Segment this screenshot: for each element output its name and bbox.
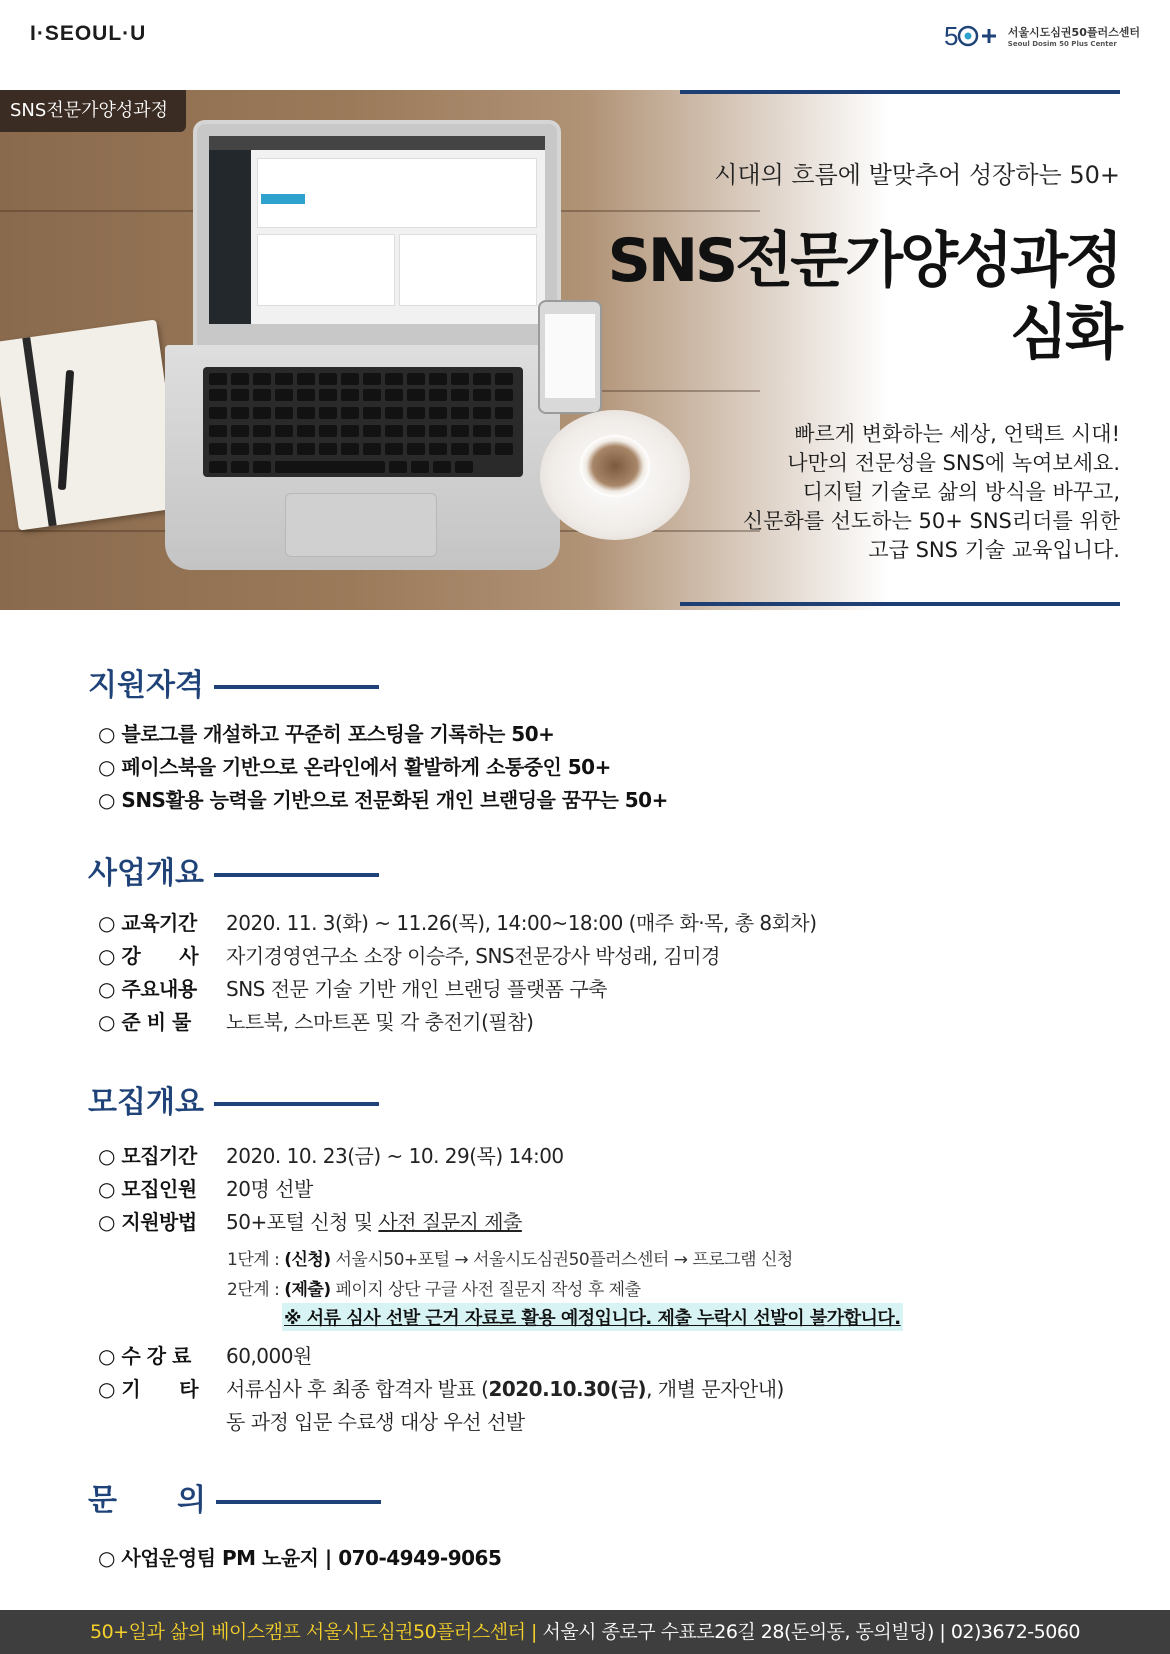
method-underlined: 사전 질문지 제출 [378, 1210, 522, 1234]
row-value [226, 1206, 522, 1235]
step-1 [227, 1245, 793, 1270]
row-value: 자기경영연구소 소장 이승주, SNS전문강사 박성래, 김미경 [226, 944, 720, 968]
qualification-heading [88, 660, 379, 704]
method-text: 50+포털 신청 및 [226, 1210, 373, 1234]
section-title-rule [216, 1500, 381, 1504]
hero-rule-top [680, 90, 1120, 94]
row-value: 동 과정 입문 수료생 대상 우선 선발 [226, 1410, 525, 1434]
center-name-en: Seoul Dosim 50 Plus Center [1007, 40, 1117, 48]
etc-text: , 개별 문자안내) [646, 1377, 784, 1401]
row-value: 60,000원 [226, 1344, 312, 1368]
row-label: ○ 주요내용 [98, 977, 197, 1001]
hero-banner [0, 90, 1170, 610]
section-title-rule [214, 1102, 379, 1106]
seoul-logo: I·SEOUL·U [30, 22, 147, 45]
qualification-item: ○ 페이스북을 기반으로 온라인에서 활발하게 소통중인 50+ [98, 755, 611, 779]
row-value: 20명 선발 [226, 1177, 313, 1201]
step-text: 페이지 상단 구글 사전 질문지 작성 후 제출 [335, 1280, 641, 1300]
footer-bar [0, 1610, 1170, 1654]
etc-date: 2020.10.30(금) [488, 1377, 647, 1401]
notebook-image [0, 319, 182, 530]
step-label: 2단계 : [227, 1280, 280, 1300]
step-text: 서울시50+포털 → 서울시도심권50플러스센터 → 프로그램 신청 [335, 1250, 793, 1270]
row-value: 2020. 11. 3(화) ~ 11.26(목), 14:00~18:00 (매주 화·목, 총 8회차) [226, 911, 817, 935]
section-title-rule [214, 873, 379, 877]
footer-address: 서울시 종로구 수표로26길 28(돈의동, 동의빌딩) | 02)3672-5060 [536, 1621, 1080, 1643]
center-name-ko: 서울시도심권50플러스센터 [1007, 26, 1140, 39]
recruit-row-etc [98, 1373, 784, 1402]
section-title: 지원자격 [88, 668, 204, 703]
hero-desc-line: 고급 SNS 기술 교육입니다. [868, 538, 1120, 562]
recruit-heading [88, 1077, 379, 1121]
recruit-row-count [98, 1173, 313, 1202]
row-value [226, 1373, 784, 1402]
row-label: ○ 모집인원 [98, 1177, 197, 1201]
recruit-row-etc-2 [226, 1406, 525, 1435]
hero-desc-line: 빠르게 변화하는 세상, 언택트 시대! [794, 422, 1120, 446]
fifty-plus-logo-icon [944, 18, 1000, 54]
row-label: ○ 지원방법 [98, 1210, 197, 1234]
hero-subtitle: 시대의 흐름에 발맞추어 성장하는 50+ [714, 161, 1120, 189]
section-title: 모집개요 [88, 1085, 204, 1120]
qualification-item: ○ 블로그를 개설하고 꾸준히 포스팅을 기록하는 50+ [98, 722, 555, 746]
recruit-row-method [98, 1206, 522, 1235]
step-2 [227, 1275, 641, 1300]
section-title-rule [214, 685, 379, 689]
recruit-row-fee [98, 1340, 312, 1369]
step-bold: (신청) [284, 1250, 331, 1270]
course-ribbon: SNS전문가양성과정 [0, 90, 186, 132]
hero-description [743, 420, 1120, 565]
overview-row-supplies [98, 1006, 533, 1035]
contact-item: ○ 사업운영팀 PM 노윤지 | 070-4949-9065 [98, 1546, 502, 1570]
row-label: ○ 수 강 료 [98, 1344, 191, 1368]
overview-row-instructor [98, 940, 720, 969]
hero-title-line1: SNS전문가양성과정 [607, 226, 1120, 296]
contact-heading [88, 1475, 381, 1519]
hero-desc-line: 나만의 전문성을 SNS에 녹여보세요. [787, 451, 1120, 475]
row-label: ○ 기 타 [98, 1377, 199, 1401]
hero-desc-line: 디지털 기술로 삶의 방식을 바꾸고, [802, 480, 1120, 504]
row-label: ○ 모집기간 [98, 1144, 197, 1168]
hero-rule-bottom [680, 602, 1120, 606]
footer-center-name: 50+일과 삶의 베이스캠프 서울시도심권50플러스센터 | [90, 1621, 537, 1643]
recruit-row-period [98, 1140, 564, 1169]
overview-row-period [98, 907, 817, 936]
row-value: SNS 전문 기술 기반 개인 브랜딩 플랫폼 구축 [226, 977, 607, 1001]
row-label: ○ 강 사 [98, 944, 199, 968]
overview-heading [88, 848, 379, 892]
etc-text: 서류심사 후 최종 합격자 발표 ( [226, 1377, 489, 1401]
row-label: ○ 준 비 물 [98, 1010, 191, 1034]
smartphone-image [538, 300, 602, 414]
overview-row-content [98, 973, 607, 1002]
hero-desc-line: 신문화를 선도하는 50+ SNS리더를 위한 [742, 509, 1120, 533]
row-value: 2020. 10. 23(금) ~ 10. 29(목) 14:00 [226, 1144, 564, 1168]
section-title: 사업개요 [88, 856, 204, 891]
laptop-image [193, 120, 561, 353]
top-header [0, 0, 1170, 80]
hero-title [608, 225, 1120, 369]
row-label: ○ 교육기간 [98, 911, 197, 935]
laptop-keyboard-image [165, 345, 560, 570]
svg-text:5: 5 [943, 21, 959, 51]
notice-highlight: ※ 서류 심사 선발 근거 자료로 활용 예정입니다. 제출 누락시 선발이 불가합니다. [282, 1303, 903, 1331]
qualification-item: ○ SNS활용 능력을 기반으로 전문화된 개인 브랜딩을 꿈꾸는 50+ [98, 788, 668, 812]
step-label: 1단계 : [227, 1250, 280, 1270]
center-logo [944, 18, 1140, 54]
hero-title-line2: 심화 [1010, 298, 1120, 368]
row-value: 노트북, 스마트폰 및 각 충전기(필참) [226, 1010, 534, 1034]
coffee-cup-image [580, 435, 650, 497]
section-title: 문 의 [88, 1483, 206, 1518]
step-bold: (제출) [284, 1280, 331, 1300]
